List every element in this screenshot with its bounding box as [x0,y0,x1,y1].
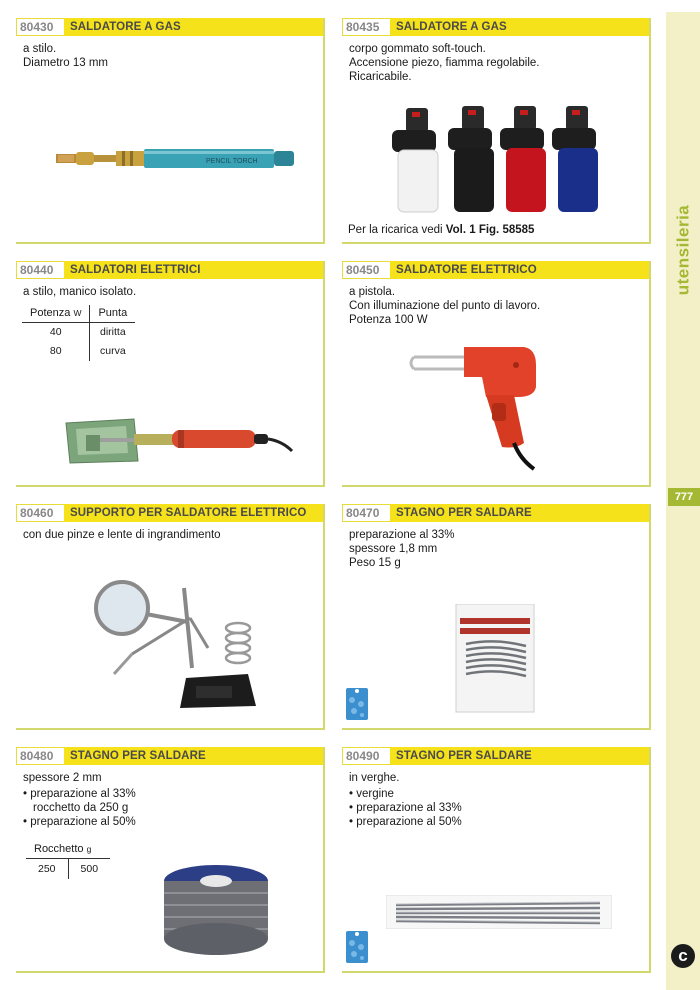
product-title: STAGNO PER SALDARE [396,750,532,762]
spec-table [26,841,110,879]
desc-line: con due pinze e lente di ingrandimento [23,529,221,541]
publisher-logo: c [671,944,695,968]
table-row: 250 500 [26,859,110,880]
pen-print-text: PENCIL TORCH [206,158,258,165]
section-label: utensileria [673,204,693,296]
product-code: 80480 [16,747,64,765]
product-description [349,285,540,327]
table-header: Punta [90,305,135,323]
product-description [349,771,400,785]
desc-line: in verghe. [349,772,400,784]
blister-pack-icon [346,688,368,720]
card-header [342,747,649,765]
product-code: 80440 [16,261,64,279]
product-code: 80450 [342,261,390,279]
gas-torches-image [372,100,622,220]
desc-line: spessore 1,8 mm [349,543,438,555]
product-code: 80460 [16,504,64,522]
card-header [16,261,323,279]
product-code: 80435 [342,18,390,36]
product-description [23,42,108,70]
electric-iron-image [64,417,294,467]
table-header: Potenza W [22,305,90,323]
card-header [16,18,323,36]
bullet-list [349,787,462,829]
product-code: 80430 [16,18,64,36]
card-header [16,504,323,522]
product-card-80490 [342,747,651,973]
desc-line: spessore 2 mm [23,772,102,784]
reference-figure: Vol. 1 Fig. 58585 [445,224,535,236]
product-title: SALDATORE ELETTRICO [396,264,537,276]
blister-pack-icon [346,931,368,963]
product-card-80470 [342,504,651,730]
product-code: 80490 [342,747,390,765]
list-item: • preparazione al 50% [349,816,462,828]
solder-wire-pack-image [452,604,538,714]
product-title: SALDATORE A GAS [70,21,181,33]
card-header [16,747,323,765]
desc-line: Potenza 100 W [349,314,428,326]
product-card-80480 [16,747,325,973]
product-card-80440 [16,261,325,487]
solder-spool-image [156,859,276,959]
desc-line: corpo gommato soft-touch. [349,43,486,55]
product-description [23,285,136,299]
reference-prefix: Per la ricarica vedi [348,224,443,236]
product-title: SUPPORTO PER SALDATORE ELETTRICO [70,507,307,519]
refill-reference [348,224,534,236]
product-description [349,528,455,570]
helping-hands-image [88,578,268,718]
table-header: Rocchetto g [26,841,110,859]
card-header [342,18,649,36]
product-title: STAGNO PER SALDARE [70,750,206,762]
desc-line: a stilo. [23,43,57,55]
desc-line: Con illuminazione del punto di lavoro. [349,300,541,312]
bullet-list [23,787,136,829]
list-item: rocchetto da 250 g [33,802,129,814]
card-header [342,504,649,522]
table-row: 80 curva [22,342,135,361]
table-row: 40 diritta [22,323,135,343]
product-title: SALDATORE A GAS [396,21,507,33]
desc-line: Diametro 13 mm [23,57,108,69]
product-card-80460 [16,504,325,730]
desc-line: a pistola. [349,286,396,298]
solder-bars-image [386,895,612,929]
list-item: • preparazione al 33% [349,802,462,814]
card-header [342,261,649,279]
spec-table [22,305,135,361]
product-description [23,528,221,542]
product-title: STAGNO PER SALDARE [396,507,532,519]
product-card-80450 [342,261,651,487]
list-item: • preparazione al 33% [23,788,136,800]
desc-line: Ricaricabile. [349,71,412,83]
desc-line: Accensione piezo, fiamma regolabile. [349,57,540,69]
list-item: • vergine [349,788,394,800]
product-code: 80470 [342,504,390,522]
desc-line: Peso 15 g [349,557,401,569]
product-card-80430 [16,18,325,244]
product-description [23,771,102,785]
desc-line: preparazione al 33% [349,529,455,541]
product-description [349,42,540,84]
product-card-80435 [342,18,651,244]
page-number: 777 [668,488,700,506]
product-title: SALDATORI ELETTRICI [70,264,201,276]
pencil-torch-image [56,144,296,174]
list-item: • preparazione al 50% [23,816,136,828]
desc-line: a stilo, manico isolato. [23,286,137,298]
soldering-gun-image [406,343,546,473]
